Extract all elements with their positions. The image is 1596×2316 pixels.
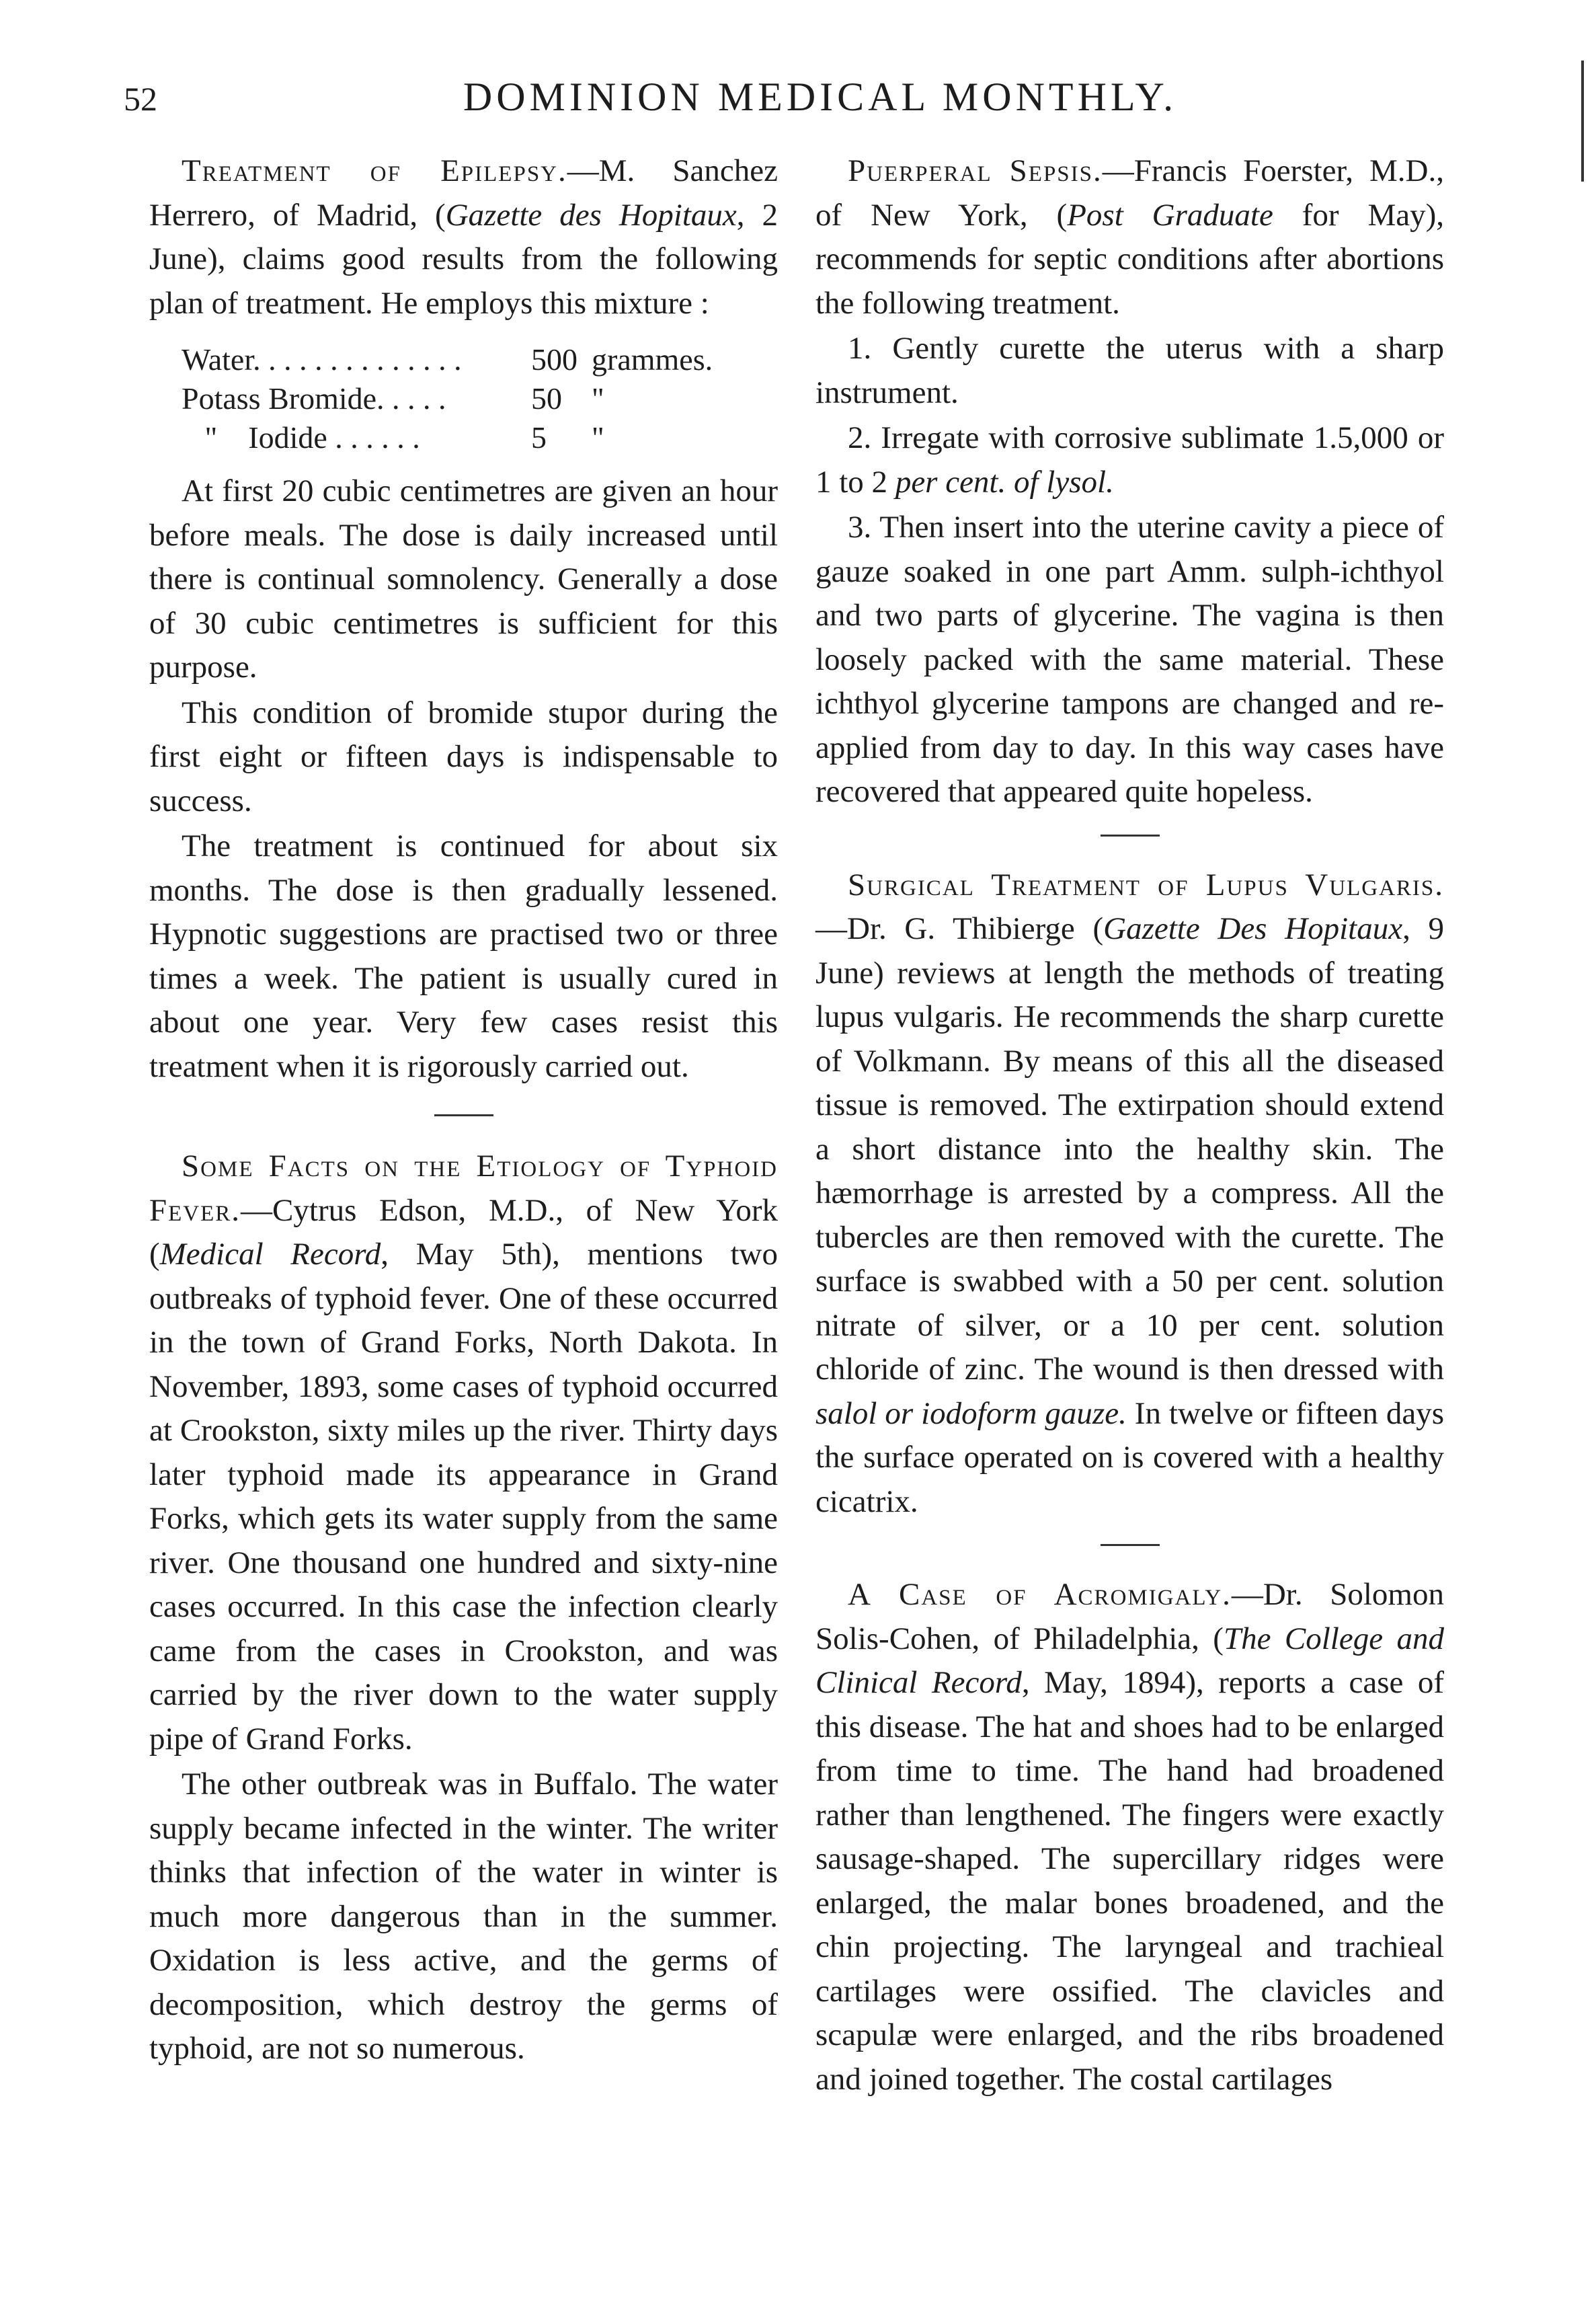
acromegaly-article-intro: A Case of Acromigaly.—Dr. Solomon Solis-Cohen, of Philadelphia, (The College and Clinical Record, May, 1894), reports a case of this disease. The hat and shoes had to be enlarged from time to time. The hand had broadened rather than lengthened. The fingers were exactly sausage-shaped. The supercillary ridges were enlarged, the malar bones broadened, and the chin projecting. The laryngeal and trachieal cartilages were ossified. The clavicles and scapulæ were enlarged, and the ribs broadened and joined together. The costal cartilages [815,1577,1444,2097]
epilepsy-paragraph: The treatment is continued for about six months. The dose is then gradually lessened. Hypnotic suggestions are practised two or three times a week. The patient is usually cured in about one year. Very few cases resist this treatment when it is rigorously carried out. [149,828,778,1084]
page-edge-rule [1581,61,1584,182]
section-divider [1101,1544,1160,1546]
formula-row: Potass Bromide. . . . . 50 " [182,381,604,416]
left-column [149,149,778,2073]
typhoid-source: Medical Record [159,1237,381,1272]
running-head [0,0,1596,141]
epilepsy-source: Gazette des Hopitaux [445,197,737,233]
acromegaly-source: The College and Clinical Record [815,1621,1444,1700]
epilepsy-paragraph: At first 20 cubic centimetres are given an hour before meals. The dose is daily increased until there is continual somnolency. Generally a dose of 30 cubic centimetres is sufficient for this purpose. [149,473,778,685]
sepsis-step: 2. Irregate with corrosive sublimate 1.5,000 or 1 to 2 per cent. of lysol. [815,420,1444,500]
sepsis-step: 1. Gently curette the uterus with a sharp instrument. [815,331,1444,410]
right-column [815,149,1444,2103]
sepsis-heading: Puerperal Sepsis. [848,153,1103,188]
typhoid-article-intro: Some Facts on the Etiology of Typhoid Fever.—Cytrus Edson, M.D., of New York (Medical Record, May 5th), mentions two outbreaks of typhoid fever. One of these occurred in the town of Grand Forks, North Dakota. In November, 1893, some cases of typhoid occurred at Crookston, sixty miles up the river. Thirty days later typhoid made its appearance in Grand Forks, which gets its water supply from the same river. One thousand one hundred and sixty-nine cases occurred. In this case the infection clearly came from the cases in Crookston, and was carried by the river down to the water supply pipe of Grand Forks. [149,1149,779,1757]
lupus-heading: Surgical Treatment of Lupus Vulgaris. [848,867,1444,902]
lupus-source: Gazette Des Hopitaux [1103,911,1403,946]
typhoid-heading: Some Facts on the Etiology of Typhoid Fever. [149,1149,778,1228]
section-divider [1101,835,1160,837]
sepsis-source: Post Graduate [1067,197,1273,233]
typhoid-paragraph: The other outbreak was in Buffalo. The water supply became infected in the winter. The writer thinks that infection of the water in winter is much more dangerous than in the summer. Oxidation is less active, and the germs of decomposition, which destroy the germs of typhoid, are not so numerous. [149,1767,778,2066]
epilepsy-heading: Treatment of Epilepsy. [182,153,567,188]
sepsis-step: 3. Then insert into the uterine cavity a piece of gauze soaked in one part Amm. sulph-ichthyol and two parts of glycerine. The vagina is then loosely packed with the same material. These ichthyol glycerine tampons are changed and re-applied from day to day. In this way cases have recovered that appeared quite hopeless. [815,510,1444,809]
journal-title: DOMINION MEDICAL MONTHLY. [463,75,1178,119]
prescription-formula [182,340,778,457]
epilepsy-article-intro: Treatment of Epilepsy.—M. Sanchez Herrero, of Madrid, (Gazette des Hopitaux, 2 June), claims good results from the following plan of treatment. He employs this mixture : [149,153,779,321]
acromegaly-heading: A Case of Acromigaly. [848,1577,1232,1612]
epilepsy-paragraph: This condition of bromide stupor during the first eight or fifteen days is indispensable to success. [149,695,778,818]
formula-row: Water. . . . . . . . . . . . . . 500 grammes. [182,342,713,377]
section-divider [434,1114,493,1116]
formula-row: " Iodide . . . . . . 5 " [182,420,604,455]
lupus-article-intro: Surgical Treatment of Lupus Vulgaris.—Dr. G. Thibierge (Gazette Des Hopitaux, 9 June) reviews at length the methods of treating lupus vulgaris. He recommends the sharp curette of Volkmann. By means of this all the diseased tissue is removed. The extirpation should extend a short distance into the healthy skin. The hæmorrhage is arrested by a compress. All the tubercles are then removed with the curette. The surface is swabbed with a 50 per cent. solution nitrate of silver, or a 10 per cent. solution chloride of zinc. The wound is then dressed with salol or iodoform gauze. In twelve or fifteen days the surface operated on is covered with a healthy cicatrix. [815,867,1444,1519]
page-number: 52 [124,80,157,118]
sepsis-article-intro: Puerperal Sepsis.—Francis Foerster, M.D., of New York, (Post Graduate for May), recommends for septic conditions after abortions the following treatment. [815,153,1444,321]
